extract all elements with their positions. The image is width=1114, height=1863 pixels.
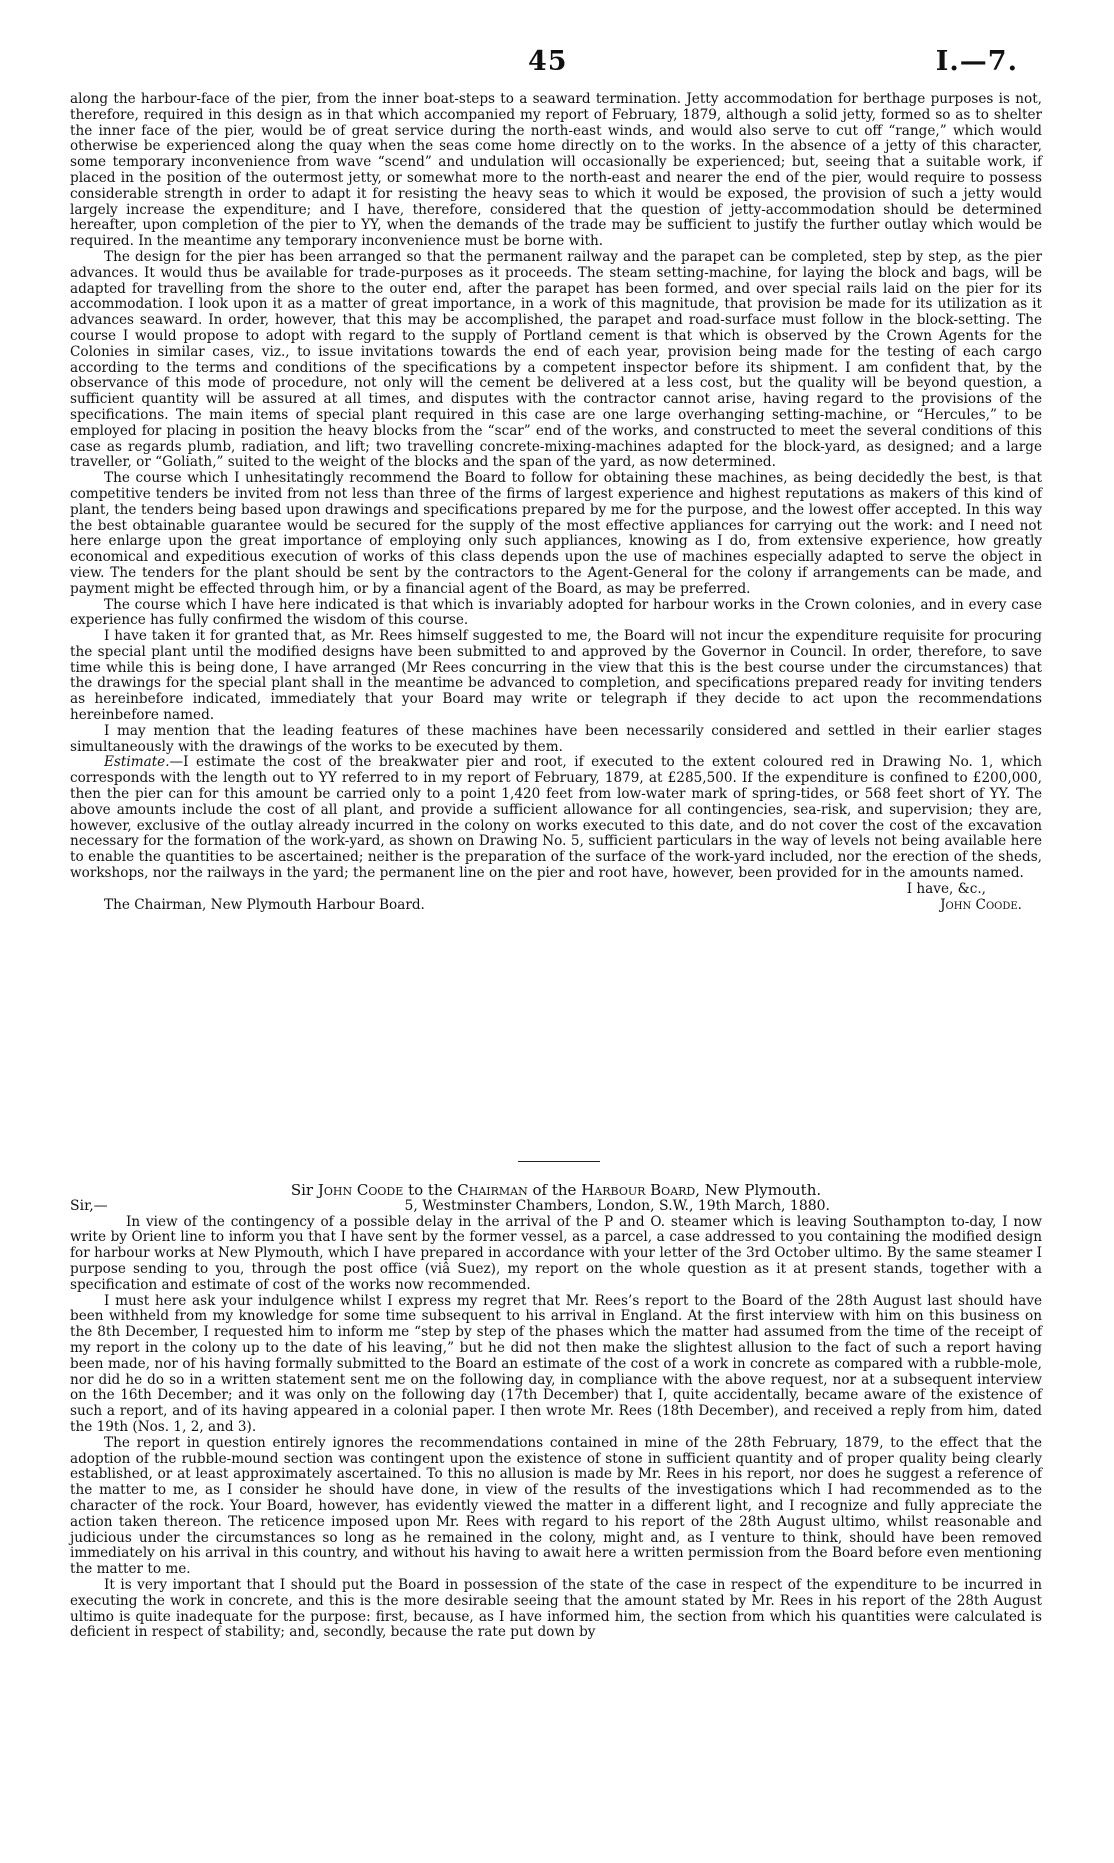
salutation: Sir,— <box>70 1197 108 1214</box>
section-divider <box>518 1161 600 1162</box>
paragraph: It is very important that I should put the Board in possession of the state of the case in respect of the expenditure to be incurred in executing the work in concrete, and this is the more desirable seeing that the amount stated by Mr. Rees in his report of the 28th August ultimo is quite inadequate for the purpose: first, because, as I have informed him, the section from which his quantities were calculated is deficient in respect of stability; and, secondly, because the rate put down by <box>70 1576 1042 1641</box>
paragraph: along the harbour-face of the pier, from the inner boat-steps to a seaward termination. Jetty accommodation for berthage purposes is not, therefore, required in this design as in that which accompanied my report of February, 1879, although a solid jetty, formed so as to shelter the inner face of the pier, would be of great service during the north-east winds, and would also serve to cut off “range,” which would otherwise be experienced along the quay when the seas come home directly on to the works. In the absence of a jetty of this character, some temporary inconvenience from wave “scend” and undulation will occasionally be experienced; but, seeing that a suitable work, if placed in the position of the outermost jetty, or somewhat more to the north-east and nearer the end of the pier, would require to possess considerable strength in order to adapt it for resisting the heavy seas to which it would be exposed, the provision of such a jetty would largely increase the expenditure; and I have, therefore, considered that the question of jetty-accommodation should be determined hereafter, upon completion of the pier to YY, when the demands of the trade may be sufficient to justify the further outlay which would be required. In the meantime any temporary inconvenience must be borne with. <box>70 91 1042 250</box>
signature-line <box>70 898 1042 914</box>
paragraph: The course which I unhesitatingly recommend the Board to follow for obtaining these machines, as being decidedly the best, is that competitive tenders be invited from not less than three of the firms of largest experience and highest reputations as makers of this kind of plant, the tenders being based upon drawings and specifications prepared by me for the purpose, and the lowest offer accepted. In this way the best obtainable guarantee would be secured for the supply of the most effective appliances for carrying out the work: and I need not here enlarge upon the great importance of employing only such appliances, knowing as I do, from extensive experience, how greatly economical and expeditious execution of works of this class depends upon the use of machines especially adapted to serve the object in view. The tenders for the plant should be sent by the contractors to the Agent-General for the colony if arrangements can be made, and payment might be effected through him, or by a financial agent of the Board, as may be preferred. <box>70 470 1042 597</box>
estimate-label: Estimate. <box>104 754 170 771</box>
letter-title: Sir John Coode to the Chairman of the Harbour Board, New Plymouth. <box>290 1181 822 1199</box>
document-reference: I.—7. <box>935 46 1018 77</box>
signature: John Coode. <box>940 896 1022 913</box>
addressee: The Chairman, New Plymouth Harbour Board. <box>104 896 425 913</box>
page-number: 45 <box>528 46 568 77</box>
salutation-line <box>70 1199 1042 1215</box>
letter-one <box>70 92 1042 913</box>
estimate-paragraph <box>70 755 1042 881</box>
paragraph: I have taken it for granted that, as Mr. Rees himself suggested to me, the Board will not incur the expenditure requisite for procuring the special plant until the modified designs have been submitted to and approved by the Governor in Council. In order, therefore, to save time while this is being done, I have arranged (Mr Rees concurring in the view that this is the best course under the circumstances) that the drawings for the special plant shall in the meantime be advanced to completion, and specifications prepared ready for inviting tenders as hereinbefore indicated, immediately that your Board may write or telegraph if they decide to act upon the recommendations hereinbefore named. <box>70 628 1042 724</box>
paragraph: The course which I have here indicated is that which is invariably adopted for harbour works in the Crown colonies, and in every case experience has fully confirmed the wisdom of this course. <box>70 596 1042 629</box>
paragraph: In view of the contingency of a possible delay in the arrival of the P and O. steamer which is leaving Southampton to-day, I now write by Orient line to inform you that I have sent by the former vessel, as a parcel, a case addressed to you containing the modified design for harbour works at New Plymouth, which I have prepared in accordance with your letter of the 3rd October ultimo. By the same steamer I purpose sending to you, through the post office (viâ Suez), my report on the whole question as it at present stands, together with a specification and estimate of cost of the works now recommended. <box>70 1213 1042 1293</box>
estimate-text: —I estimate the cost of the breakwater pier and root, if executed to the extent coloured red in Drawing No. 1, which corresponds with the length out to YY referred to in my report of February, 1879, at £285,500. If the expenditure is confined to £200,000, then the pier can for this amount be carried only to a point 1,420 feet from low-water mark of spring-tides, or 568 feet short of YY. The above amounts include the cost of all plant, and provide a sufficient allowance for all contingencies, sea-risk, and supervision; they are, however, exclusive of the outlay already incurred in the colony on works executed to this date, and do not cover the cost of the excavation necessary for the formation of the work-yard, as shown on Drawing No. 5, sufficient particulars in the way of levels not being available here to enable the quantities to be ascertained; neither is the preparation of the surface of the work-yard included, nor the erection of the sheds, workshops, nor the railways in the yard; the permanent line on the pier and root have, however, been provided for in the amounts named. <box>70 754 1042 882</box>
paragraph: The report in question entirely ignores the recommendations contained in mine of the 28th February, 1879, to the effect that the adoption of the rubble-mound section was contingent upon the existence of stone in sufficient quantity and of proper quality being clearly established, or at least approximately ascertained. To this no allusion is made by Mr. Rees in his report, nor does he suggest a reference of the matter to me, as I consider he should have done, in view of the results of the investigations which I had recommended as to the character of the rock. Your Board, however, has evidently viewed the matter in a different light, and I recognize and fully appreciate the action taken thereon. The reticence imposed upon Mr. Rees with regard to his report of the 28th August ultimo, whilst reasonable and judicious under the circumstances so long as he remained in the colony, might and, as I venture to think, should have been removed immediately on his arrival in this country, and without his having to await here a written permission from the Board before even mentioning the matter to me. <box>70 1434 1042 1578</box>
paragraph: The design for the pier has been arranged so that the permanent railway and the parapet can be completed, step by step, as the pier advances. It would thus be available for trade-purposes as it proceeds. The steam setting-machine, for laying the block and bags, will be adapted for travelling from the shore to the outer end, after the parapet has been formed, and over special rails laid on the pier for its accommodation. I look upon it as a matter of great importance, in a work of this magnitude, that provision be made for its utilization as it advances seaward. In order, however, that this may be accomplished, the parapet and road-surface must follow in the block-setting. The course I would propose to adopt with regard to the supply of Portland cement is that which is observed by the Crown Agents for the Colonies in similar cases, viz., to issue invitations towards the end of each year, provision being made for the testing of each cargo according to the terms and conditions of the specifications by a competent inspector before its shipment. I am confident that, by the observance of this mode of procedure, not only will the cement be delivered at a less cost, but the quality will be beyond question, a sufficient quantity will be assured at all times, and disputes with the contractor cannot arise, having regard to the provisions of the specifications. The main items of special plant required in this case are one large overhanging setting-machine, or “Hercules,” to be employed for placing in position the heavy blocks from the “scar” end of the works, and constructed to meet the several conditions of this case as regards plumb, radiation, and lift; two travelling concrete-mixing-machines adapted for the block-yard, as designed; and a large traveller, or “Goliath,” suited to the weight of the blocks and the span of the yard, as now determined. <box>70 248 1042 471</box>
letter-two <box>70 1183 1042 1641</box>
sender-address: 5, Westminster Chambers, London, S.W., 19th March, 1880. <box>404 1197 830 1214</box>
paragraph: I may mention that the leading features of these machines have been necessarily considered and settled in their earlier stages simultaneously with the drawings of the works to be executed by them. <box>70 722 1042 755</box>
closing: I have, &c., <box>906 880 986 897</box>
paragraph: I must here ask your indulgence whilst I express my regret that Mr. Rees’s report to the Board of the 28th August last should have been withheld from my knowledge for some time subsequent to his arrival in England. At the first interview with him on this business on the 8th December, I requested him to inform me “step by step of the phases which the matter had assumed from the time of the receipt of my report in the colony up to the date of his leaving,” but he did not then make the slightest allusion to the fact of such a report having been made, nor of his having formally submitted to the Board an estimate of the cost of a work in concrete as compared with a rubble-mole, nor did he do so in a written statement sent me on the following day, in compliance with the above request, nor at a subsequent interview on the 16th December; and it was only on the following day (17th December) that I, quite accidentally, became aware of the existence of such a report, and of its having appeared in a colonial paper. I then wrote Mr. Rees (18th December), and received a reply from him, dated the 19th (Nos. 1, 2, and 3). <box>70 1292 1042 1435</box>
